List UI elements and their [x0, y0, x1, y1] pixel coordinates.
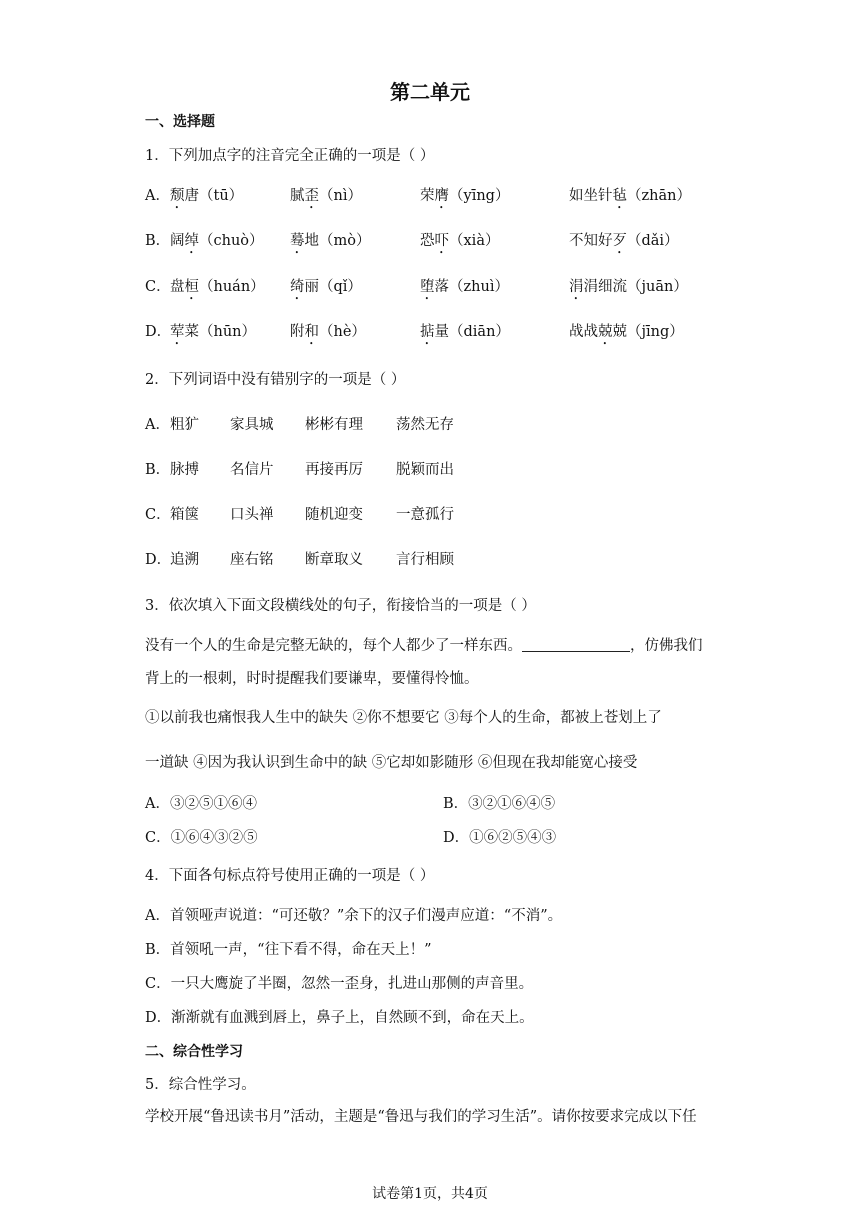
item-text: 阔 [170, 233, 185, 249]
question-3-passage-line-2: 背上的一根刺，时时提醒我们要谦卑，要懂得怜恤。 [145, 671, 479, 687]
option-item [290, 231, 370, 257]
question-2-stem: 2．下列词语中没有错别字的一项是（ ） [145, 372, 406, 388]
option-label: B． [145, 233, 171, 249]
item-text: 荣 [420, 188, 435, 204]
option-item [170, 322, 256, 348]
dotted-character: 膺 [434, 188, 449, 204]
option-A: A．③②⑤①⑥④ [145, 796, 257, 812]
item-pinyin: （chuò） [199, 233, 264, 249]
option-item [170, 186, 243, 212]
item-pinyin: （xià） [449, 233, 500, 249]
option-C: C．①⑥④③②⑤ [145, 830, 258, 846]
item-text: 附 [290, 324, 305, 340]
option-item [290, 186, 362, 212]
item-pinyin: 地（mò） [304, 233, 371, 249]
option-item [569, 231, 679, 257]
option-label: C． [145, 279, 171, 295]
option-label: D． [145, 324, 172, 340]
question-5-text: 学校开展“鲁迅读书月”活动，主题是“鲁迅与我们的学习生活”。请你按要求完成以下任 [145, 1109, 697, 1125]
option-A: A．首领哑声说道：“可还敬？”余下的汉子们漫声应道：“不消”。 [145, 908, 563, 924]
option-B: B．③②①⑥④⑤ [443, 796, 556, 812]
item-pinyin: （dǎi） [627, 233, 679, 249]
item-pinyin: （zhān） [627, 188, 691, 204]
option-label: C． [145, 507, 171, 523]
option-item [569, 277, 688, 303]
option-item [420, 231, 499, 257]
question-3-sentences-line-2: 一道缺 ④因为我认识到生命中的缺 ⑤它却如影随形 ⑥但现在我却能宽心接受 [145, 755, 638, 771]
option-word: 家具城 [230, 417, 274, 433]
dotted-character: 歪 [304, 188, 319, 204]
item-text: 恐 [420, 233, 435, 249]
item-pinyin: 涓细流（juān） [583, 279, 688, 295]
option-item [569, 186, 691, 212]
option-item [420, 277, 509, 303]
option-word: 荡然无存 [396, 417, 454, 433]
question-3-passage-line-1 [145, 636, 703, 656]
item-pinyin: （huán） [199, 279, 265, 295]
question-3-sentences-line-1: ①以前我也痛恨我人生中的缺失 ②你不想要它 ③每个人的生命，都被上苍划上了 [145, 710, 662, 726]
item-text: 战战 [569, 324, 598, 340]
option-item [420, 186, 509, 212]
passage-text-after-blank: ，仿佛我们 [630, 638, 703, 654]
option-label: D． [145, 552, 172, 568]
item-text: 盘 [170, 279, 185, 295]
dotted-character: 涓 [569, 279, 584, 295]
dotted-character: 和 [304, 324, 319, 340]
dotted-character: 蓦 [290, 233, 305, 249]
item-pinyin: 量（diān） [434, 324, 510, 340]
question-5-stem: 5．综合性学习。 [145, 1077, 256, 1093]
option-word: 座右铭 [230, 552, 274, 568]
option-label: A． [145, 188, 170, 204]
option-label: B． [145, 462, 171, 478]
item-pinyin: 兢（jīng） [612, 324, 684, 340]
dotted-character: 荤 [170, 324, 185, 340]
item-pinyin: （nì） [319, 188, 362, 204]
dotted-character: 掂 [420, 324, 435, 340]
option-word: 随机迎变 [305, 507, 363, 523]
option-D: D．①⑥②⑤④③ [443, 830, 557, 846]
item-text: 腻 [290, 188, 305, 204]
option-item [170, 231, 264, 257]
option-word: 再接再厉 [305, 462, 363, 478]
item-pinyin: 丽（qǐ） [304, 279, 362, 295]
dotted-character: 颓 [170, 188, 185, 204]
dotted-character: 歹 [612, 233, 627, 249]
option-word: 一意孤行 [396, 507, 454, 523]
item-text: 如坐针 [569, 188, 613, 204]
option-word: 名信片 [230, 462, 274, 478]
question-1-stem: 1．下列加点字的注音完全正确的一项是（ ） [145, 148, 435, 164]
dotted-character: 绮 [290, 279, 305, 295]
passage-text-before-blank: 没有一个人的生命是完整无缺的，每个人都少了一样东西。 [145, 638, 522, 654]
item-pinyin: （hè） [319, 324, 366, 340]
option-word: 脱颖而出 [396, 462, 454, 478]
question-3-stem: 3．依次填入下面文段横线处的句子，衔接恰当的一项是（ ） [145, 598, 536, 614]
item-text: 不知好 [569, 233, 613, 249]
item-pinyin: （yīng） [449, 188, 510, 204]
option-B: B．首领吼一声，“往下看不得，命在天上！” [145, 942, 432, 958]
option-item [569, 322, 684, 348]
item-pinyin: 菜（hūn） [184, 324, 257, 340]
section-heading-choice: 一、选择题 [145, 114, 215, 130]
option-item [290, 322, 366, 348]
page-footer: 试卷第1页，共4页 [372, 1186, 488, 1202]
option-word: 追溯 [170, 552, 199, 568]
option-word: 言行相顾 [396, 552, 454, 568]
item-pinyin: 落（zhuì） [434, 279, 509, 295]
option-word: 断章取义 [305, 552, 363, 568]
question-4-stem: 4．下面各句标点符号使用正确的一项是（ ） [145, 868, 435, 884]
dotted-character: 绰 [184, 233, 199, 249]
option-D: D．渐渐就有血溅到唇上，鼻子上，自然顾不到，命在天上。 [145, 1010, 534, 1026]
option-word: 脉搏 [170, 462, 199, 478]
option-label: A． [145, 417, 170, 433]
page-title: 第二单元 [390, 80, 470, 104]
item-pinyin: 唐（tū） [184, 188, 244, 204]
option-word: 彬彬有理 [305, 417, 363, 433]
option-word: 口头禅 [230, 507, 274, 523]
dotted-character: 毡 [612, 188, 627, 204]
dotted-character: 兢 [598, 324, 613, 340]
section-heading-comprehensive: 二、综合性学习 [145, 1044, 243, 1060]
option-item [290, 277, 362, 303]
dotted-character: 桓 [184, 279, 199, 295]
option-word: 粗犷 [170, 417, 199, 433]
option-word: 箱箧 [170, 507, 199, 523]
option-item [420, 322, 510, 348]
option-item [170, 277, 265, 303]
dotted-character: 吓 [434, 233, 449, 249]
fill-in-blank [522, 637, 630, 652]
option-C: C．一只大鹰旋了半圈，忽然一歪身，扎进山那侧的声音里。 [145, 976, 534, 992]
dotted-character: 堕 [420, 279, 435, 295]
